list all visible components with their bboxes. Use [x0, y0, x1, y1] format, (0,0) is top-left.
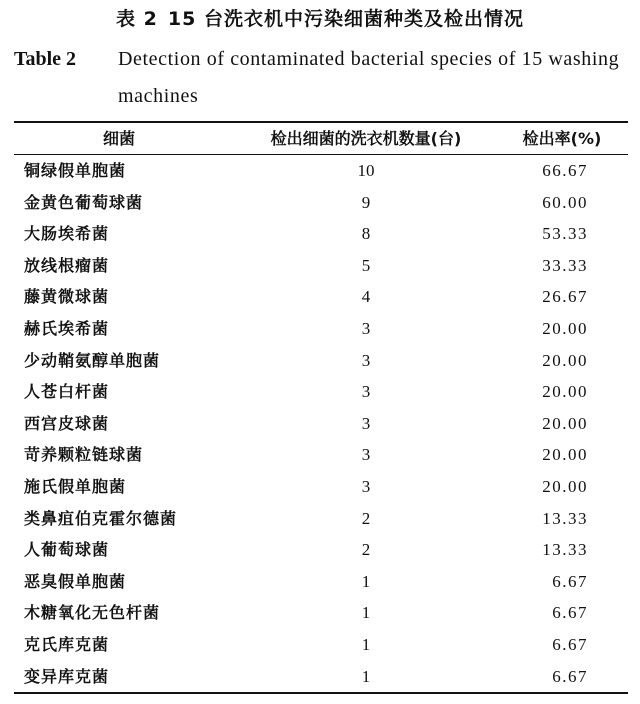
machine-count-cell: 2: [361, 540, 371, 560]
detection-rate-cell: 6.67: [552, 634, 588, 654]
bacteria-name-cell: 金黄色葡萄球菌: [24, 192, 144, 212]
detection-rate-cell: 20.00: [542, 445, 588, 465]
table-body: [14, 155, 628, 692]
bacteria-name-cell: 大肠埃希菌: [24, 224, 110, 244]
bacteria-name-cell: 人苍白杆菌: [24, 382, 110, 402]
detection-rate-cell: 13.33: [542, 540, 588, 560]
table-top-rule: [14, 121, 628, 123]
machine-count-cell: 8: [361, 224, 371, 244]
detection-rate-cell: 33.33: [542, 255, 588, 275]
machine-count-cell: 3: [361, 350, 371, 370]
table-title-chinese: 15 台洗衣机中污染细菌种类及检出情况: [167, 8, 524, 30]
table-row: [14, 629, 628, 661]
machine-count-cell: 1: [361, 603, 371, 623]
bacteria-name-cell: 西宫皮球菌: [24, 413, 110, 433]
table-row: [14, 187, 628, 219]
column-header-bacteria: 细菌: [102, 129, 135, 148]
detection-rate-cell: 60.00: [542, 192, 588, 212]
table-row: [14, 566, 628, 598]
machine-count-cell: 1: [361, 666, 371, 686]
detection-rate-cell: 53.33: [542, 224, 588, 244]
bacteria-name-cell: 施氏假单胞菌: [24, 476, 127, 496]
bacteria-name-cell: 人葡萄球菌: [24, 540, 110, 560]
bacteria-name-cell: 赫氏埃希菌: [24, 318, 110, 338]
bacteria-name-cell: 变异库克菌: [24, 666, 110, 686]
detection-rate-cell: 20.00: [542, 382, 588, 402]
machine-count-cell: 1: [361, 634, 371, 654]
detection-rate-cell: 13.33: [542, 508, 588, 528]
detection-rate-cell: 20.00: [542, 476, 588, 496]
table-row: [14, 250, 628, 282]
bacteria-name-cell: 少动鞘氨醇单胞菌: [24, 350, 161, 370]
detection-rate-cell: 20.00: [542, 318, 588, 338]
detection-rate-cell: 26.67: [542, 287, 588, 307]
detection-rate-cell: 6.67: [552, 666, 588, 686]
table-row: [14, 408, 628, 440]
table-row: [14, 661, 628, 693]
bacteria-name-cell: 放线根瘤菌: [24, 255, 110, 275]
bacteria-name-cell: 木糖氧化无色杆菌: [24, 603, 161, 623]
table-row: [14, 281, 628, 313]
machine-count-cell: 3: [361, 382, 371, 402]
machine-count-cell: 3: [361, 413, 371, 433]
bacteria-name-cell: 铜绿假单胞菌: [24, 161, 127, 180]
table-row: [14, 345, 628, 377]
machine-count-cell: 1: [361, 571, 371, 591]
detection-rate-cell: 20.00: [542, 350, 588, 370]
table-row: [14, 503, 628, 535]
detection-rate-cell: 6.67: [552, 571, 588, 591]
table-row: [14, 313, 628, 345]
table-title-english: Detection of contaminated bacterial species of 15 washing machines: [118, 48, 620, 107]
machine-count-cell: 4: [361, 287, 371, 307]
bacteria-name-cell: 类鼻疽伯克霍尔德菌: [24, 508, 178, 528]
bacteria-name-cell: 克氏库克菌: [24, 634, 110, 654]
detection-rate-cell: 6.67: [552, 603, 588, 623]
column-header-machine-count: 检出细菌的洗衣机数量(台): [270, 129, 462, 148]
bacteria-name-cell: 藤黄微球菌: [24, 287, 110, 307]
machine-count-cell: 9: [361, 192, 371, 212]
table-row: [14, 218, 628, 250]
machine-count-cell: 3: [361, 476, 371, 496]
table-row: [14, 471, 628, 503]
table-row: [14, 534, 628, 566]
table-row: [14, 376, 628, 408]
bacteria-name-cell: 苛养颗粒链球菌: [24, 445, 144, 465]
table-number-chinese: 表 2: [116, 8, 158, 30]
table-number-english: Table 2: [14, 48, 77, 70]
table-caption-chinese: [0, 6, 640, 32]
bacteria-name-cell: 恶臭假单胞菌: [24, 571, 127, 591]
machine-count-cell: 5: [361, 255, 371, 275]
table-caption-english: [14, 41, 630, 115]
machine-count-cell: 2: [361, 508, 371, 528]
machine-count-cell: 10: [357, 161, 375, 180]
table-bottom-rule: [14, 692, 628, 694]
machine-count-cell: 3: [361, 318, 371, 338]
table-row: [14, 597, 628, 629]
table-row: [14, 155, 628, 187]
detection-rate-cell: 20.00: [542, 413, 588, 433]
detection-rate-cell: 66.67: [542, 161, 588, 180]
machine-count-cell: 3: [361, 445, 371, 465]
column-header-detection-rate: 检出率(%): [522, 129, 602, 148]
table-row: [14, 439, 628, 471]
